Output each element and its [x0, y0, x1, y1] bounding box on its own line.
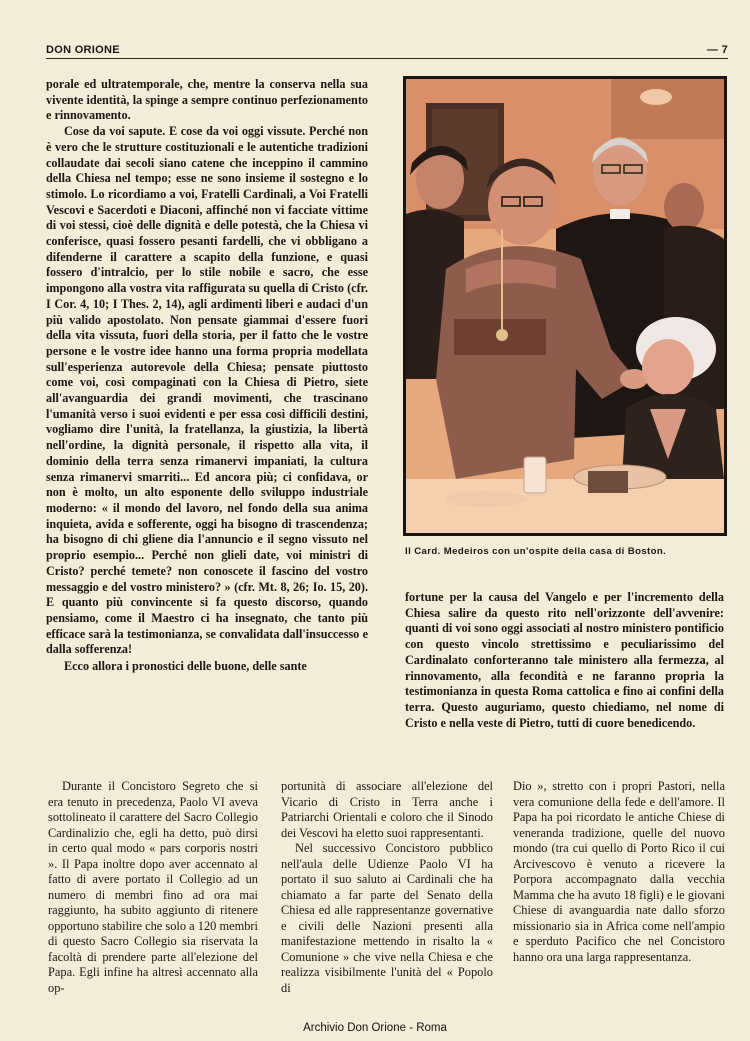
- running-title: DON ORIONE: [46, 44, 120, 56]
- photo-cardinal-medeiros: [403, 76, 727, 536]
- paragraph: porale ed ultratemporale, che, mentre la conserva nella sua vivente identità, la spinge a sempre continuo perfezionamento e rinnovamento.: [46, 77, 368, 123]
- report-column-1: [48, 779, 258, 996]
- photo-illustration: [406, 79, 724, 533]
- paragraph: Durante il Concistoro Segreto che si era tenuto in precedenza, Paolo VI aveva sottolineato il carattere del Sacro Collegio Cardinalizio che, egli ha detto, può dirsi in certo qual modo « pars corporis nostri ». Il Papa inoltre dopo aver accennato al fatto di avere portato il Collegio ad un numero di membri fino ad ora mai raggiunto, ha subito aggiunto di ritenere opportuno stabilire che solo a 120 membri di questo Sacro Collegio sia riservata la facoltà di prendere parte all'elezione del Papa. Egli infine ha altresì accennato alla op-: [48, 779, 258, 995]
- paragraph: Dio », stretto con i propri Pastori, nella vera comunione della fede e dell'amore. Il Papa ha poi ricordato le antiche Chiese di veneranda tradizione, quelle del nuovo mondo (tra cui quello di Porto Rico il cui Arcivescovo è venuto a ricevere la Porpora accompagnato dalla vecchia Mamma che ha avuto 18 figli) e le giovani Chiese di avanguardia nate dallo sforzo missionario sia in Africa come nell'ampio e sperduto Pacifico che nel Concistoro hanno ora una larga rappresentanza.: [513, 779, 725, 964]
- article-column-left: [46, 77, 368, 675]
- article-column-right: [405, 590, 724, 731]
- paragraph: Cose da voi sapute. E cose da voi oggi vissute. Perché non è vero che le strutture costituzionali e le autentiche tradizioni collaudate dai secoli siano catene che inceppino il cammino della Chiesa nel tempo; esse ne sono insieme il sostegno e lo stimolo. Lo ricordiamo a voi, Fratelli Cardinali, a Voi Fratelli Vescovi e Sacerdoti e Diaconi, affinché non vi facciate vittime di voi stessi, cioè delle dignità e delle potestà, che la Chiesa vi conferisce, quasi fossero pesanti fardelli, che vi obbligano a difenderne il carattere a scapito della funzione, e quasi fossero d'intralcio, per lo stile nobile e sacro, che esse impongono alla vostra vita raffigurata su quella di Cristo (cfr. I Cor. 4, 10; I Thes. 2, 14), agli ardimenti liberi e audaci d'un più valido apostolato. Non pensate giammai d'essere fuori della vita vissuta, fuori della storia, per il fatto che le vostre persone e le vostre idee hanno una forma propria modellata sull'esperienza autorevole della Chiesa; pensate piuttosto come voi, così compaginati con la Chiesa di Pietro, siete all'avanguardia dei grandi movimenti, che trascinano l'umanità verso i suoi evidenti e per essa così difficili destini, vogliamo dire l'unità, la fratellanza, la giustizia, la libertà nell'ordine, la dignità personale, il rispetto alla vita, il dominio della terra senza rimanervi impaniati, la cultura senza rimanervi smarriti... Ed ancora più; ci confidava, or non è molto, un alto esponente dello sviluppo industriale moderno: « il mondo del lavoro, nel fondo della sua anima inquieta, avida e sofferente, oggi ha bisogno di trascendenza; ha bisogno di chi gliene dia l'annuncio e il segno vissuto nel proprio esempio... Perché non glieli date, voi ministri di Cristo? perché temete? non conoscete il fascino del vostro messaggio e del vostro ministero? » (cfr. Mt. 8, 26; Io. 15, 20). E quanto più convincente si fa questo discorso, quando pensiamo, come il Maestro ci ha insegnato, che tanto più efficace sarà la testimonianza, se convalidata dall'insuccesso e dalla sofferenza!: [46, 124, 368, 657]
- page-number: — 7: [706, 44, 728, 56]
- report-column-2: [281, 779, 493, 996]
- report-column-3: [513, 779, 725, 965]
- running-header: [46, 44, 728, 58]
- photo-caption: Il Card. Medeiros con un'ospite della casa di Boston.: [405, 546, 667, 557]
- paragraph: Nel successivo Concistoro pubblico nell'aula delle Udienze Paolo VI ha portato il suo saluto ai Cardinali che ha chiamato a far parte del Senato della Chiesa ed alle rappresentanze governative e civili delle Nazioni presenti alla manifestazione mettendo in risalto la « Comunione » che vive nella Chiesa e che realizza visibilmente l'unità del « Popolo di: [281, 841, 493, 995]
- paragraph: Ecco allora i pronostici delle buone, delle sante: [64, 659, 307, 674]
- paragraph: fortune per la causa del Vangelo e per l'incremento della Chiesa salire da questo rito nell'orizzonte dell'avvenire: quanti di voi sono oggi associati al nostro ministero pontificio con questo vincolo strettissimo e peculiarissimo del Cardinalato conforteranno tale ministero alla fermezza, al rinnovamento, alla fecondità e ne faranno propria la testimonianza in questa Roma cattolica e fino ai confini della terra. Questo auguriamo, questo chiediamo, nel nome di Cristo e nella veste di Pietro, tutti di cuore benedicendo.: [405, 590, 724, 730]
- archive-footer: Archivio Don Orione - Roma: [303, 1022, 447, 1034]
- header-rule: [46, 58, 728, 59]
- paragraph: portunità di associare all'elezione del Vicario di Cristo in Terra anche i Patriarchi Orientali e coloro che il Sinodo dei Vescovi ha eletto suoi rappresentanti.: [281, 779, 493, 840]
